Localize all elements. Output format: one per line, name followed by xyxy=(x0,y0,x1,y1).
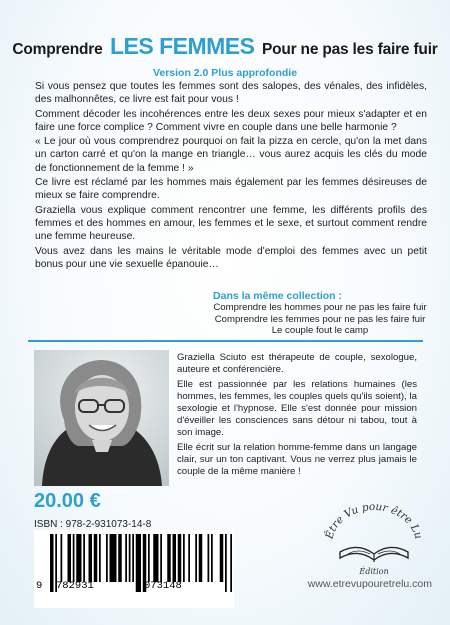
collection-item: Le couple fout le camp xyxy=(271,325,369,337)
barcode-digit-first: 9 xyxy=(36,580,43,592)
blurb-paragraph: Comment décoder les incohérences entre les deux sexes pour mieux s'adapter et en faire une force complice ? Comment vivre en couple dans une belle harmonie ? xyxy=(35,108,427,133)
barcode-bar xyxy=(183,534,185,582)
collection-item: Comprendre les femmes pour ne pas les faire fuir xyxy=(214,313,426,325)
barcode-bar xyxy=(125,534,127,582)
barcode-bar xyxy=(148,534,150,582)
blurb-paragraph: Graziella vous explique comment rencontrer une femme, les différents profils des femmes et des hommes en amour, les femmes et le sexe, et surtout comment rendre une femme heureuse. xyxy=(35,204,427,243)
price: 20.00 € xyxy=(34,490,101,512)
title-suffix: Pour ne pas les faire fuir xyxy=(261,41,438,58)
blurb xyxy=(35,80,427,272)
version-subtitle: Version 2.0 Plus approfondie xyxy=(152,67,298,79)
isbn: ISBN : 978-2-931073-14-8 xyxy=(34,519,152,530)
barcode-bar xyxy=(99,534,101,582)
blurb-paragraph: Vous avez dans les mains le véritable mode d'emploi des femmes avec un petit bonus pour une vie sexuelle épanouie… xyxy=(35,245,427,270)
bio-paragraph: Elle écrit sur la relation homme-femme dans un langage clair, sur un ton captivant. Vous ne verrez plus jamais le couple de la même manière ! xyxy=(177,442,417,477)
publisher-website[interactable]: www.etrevupouretrelu.com xyxy=(307,578,432,590)
bio-paragraph: Graziella Sciuto est thérapeute de couple, sexologue, auteure et conférencière. xyxy=(177,352,417,375)
logo-text-top: Être Vu pour être Lu xyxy=(323,500,425,541)
barcode-bar xyxy=(89,534,93,582)
barcode-bar xyxy=(132,534,134,582)
barcode-bar xyxy=(153,534,158,582)
title-prefix: Comprendre xyxy=(12,41,103,58)
bio-paragraph: Elle est passionnée par les relations humaines (les hommes, les femmes, les couples quels qu'ils soient), la sexologie et l'hypnose. Elle s'est donnée pour mission d'éveiller les consciences sans détour ni tabou, tout à son image. xyxy=(177,379,417,438)
barcode-bar xyxy=(211,534,213,582)
divider-line xyxy=(28,340,423,342)
cover-title xyxy=(0,33,450,60)
barcode-digits-left: 782931 xyxy=(56,580,94,592)
collection-list xyxy=(200,302,440,337)
barcode-bar xyxy=(199,534,203,582)
barcode-bar xyxy=(167,534,171,582)
barcode-bar xyxy=(68,534,72,582)
barcode-bar xyxy=(61,534,63,582)
barcode-bar xyxy=(83,534,85,582)
barcode-digits-right: 073148 xyxy=(144,580,182,592)
blurb-quote: « Le jour où vous comprendrez pourquoi on fait la pizza en cercle, qu'on la met dans un carton carré et qu'on la mange en triangle… vous aurez acquis les clés du mode de fonctionnement de la femme ! » xyxy=(35,136,427,174)
publisher-logo-icon xyxy=(318,500,430,580)
barcode-bar xyxy=(106,534,108,582)
barcode xyxy=(34,530,234,608)
author-bio xyxy=(177,352,417,481)
barcode-bar xyxy=(118,534,122,582)
collection-title: Dans la même collection : xyxy=(213,290,342,302)
blurb-paragraph: Ce livre est réclamé par les hommes mais également par les femmes désireuses de mieux se faire comprendre. xyxy=(35,177,427,202)
barcode-bar xyxy=(73,534,75,582)
blurb-paragraph: Si vous pensez que toutes les femmes sont des salopes, des vénales, des infidèles, des malhonnêtes, ce livre est fait pour vous ! xyxy=(35,81,427,106)
barcode-bar xyxy=(208,534,210,582)
barcode-bar xyxy=(188,534,190,582)
barcode-bar xyxy=(110,534,117,582)
barcode-bar xyxy=(195,534,197,582)
author-portrait xyxy=(34,350,169,486)
barcode-bar xyxy=(220,534,224,582)
barcode-bar xyxy=(173,534,177,582)
logo-text-bottom: Édition xyxy=(359,567,389,576)
title-main: LES FEMMES xyxy=(109,33,255,59)
barcode-bar xyxy=(160,534,162,582)
barcode-bar xyxy=(94,534,98,582)
barcode-bar xyxy=(129,534,131,582)
collection-item: Comprendre les hommes pour ne pas les faire fuir xyxy=(213,302,427,313)
barcode-bar xyxy=(76,534,81,582)
author-photo xyxy=(34,350,169,486)
publisher-logo xyxy=(318,500,430,580)
barcode-bar xyxy=(178,534,182,582)
